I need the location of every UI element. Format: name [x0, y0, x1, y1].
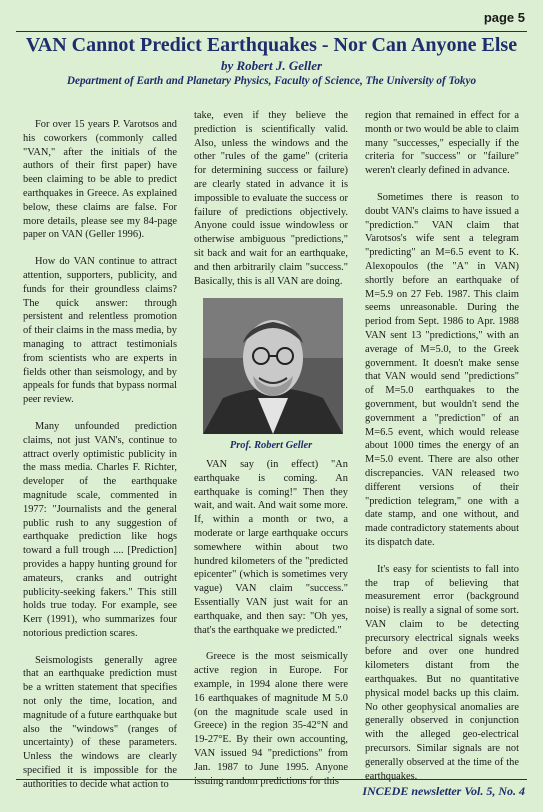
column-2-bottom: [194, 458, 348, 801]
column-3: [365, 109, 519, 796]
column-1: [23, 118, 177, 805]
paragraph: VAN say (in effect) "An earthquake is coming. An earthquake is coming!" Then they wait, and wait. And wait some more. If, within a month or two, a moderate or large earthquake occurs somewhere within about two hundred kilometers of the "predicted epicenter" (which is sometimes very vague) VAN claim "success." Essentially VAN just wait for an earthquake, and then say: "Oh yes, that's the earthquake we predicted.": [194, 459, 348, 636]
paragraph: How do VAN continue to attract attention, supporters, publicity, and funds for their groundless claims? The quick answer: through persistent and relentless promotion of their claims in the mass media, by managing to attract testimonials from scientists who are experts in fields other than seismology, and by appeals for funds that bypass normal peer review.: [23, 256, 177, 406]
article-byline: by Robert J. Geller: [220, 58, 323, 73]
newsletter-footer: INCEDE newsletter Vol. 5, No. 4: [362, 784, 525, 798]
paragraph: Many unfounded prediction claims, not just VAN's, continue to attract overly optimistic publicity in the mass media. Charles F. Richter, developer of the earthquake magnitude scale, commented in 1977: "Journalists and the general public rush to any suggestion of earthquake prediction like hogs toward a full trough .... [Prediction] provides a happy hunting ground for amateurs, cranks and outright publicity-seeking fakers." This still holds true today. For example, see Kerr (1991), who summarizes four notorious prediction scares.: [23, 420, 177, 639]
paragraph: It's easy for scientists to fall into the trap of believing that measurement error (background noise) is really a signal of some sort. VAN claim to be detecting precursory electrical signals weeks before and over one hundred kilometers distant from the earthquakes. But no quantitative physical model backs up this claim. No other geophysical anomalies are generally observed in conjunction with the alleged geo-electrical precursors. Similar signals are not generally observed at the time of the earthquakes.: [365, 563, 519, 782]
paragraph: Seismologists generally agree that an earthquake prediction must be a written statement that specifies not only the time, location, and magnitude of a future earthquake but also the "windows" (ranges of uncertainty) of these parameters. Unless the windows are clearly specified it is impossible for the authorities to decide what action to: [23, 654, 177, 790]
paragraph: region that remained in effect for a month or two would be able to claim many "successes," especially if the criteria for "success" or "failure" weren't clearly defined in advance.: [365, 110, 519, 177]
photo-caption: Prof. Robert Geller: [229, 440, 313, 451]
paragraph: For over 15 years P. Varotsos and his coworkers (commonly called "VAN," after the initials of the authors of their first paper) have been claiming to be able to predict earthquakes in Greece. As explained below, these claims are false. For more details, please see my 84-page paper on VAN (Geller 1996).: [23, 119, 177, 241]
author-affiliation: Department of Earth and Planetary Physics, Faculty of Science, The University of Tokyo: [66, 75, 477, 87]
paragraph: Greece is the most seismically active region in Europe. For example, in 1994 alone there were 16 earthquakes of magnitude M 5.0 (on the magnitude scale used in Greece) in the region 35-42°N and 19-27°E. By their own accounting, VAN issued 94 "predictions" from Jan. 1987 to June 1995. Anyone issuing random predictions for this: [194, 651, 348, 787]
paragraph: Sometimes there is reason to doubt VAN's claims to have issued a "prediction." VAN claim that Varotsos's wife sent a telegram "predicting" an M=6.5 event to K. Alexopoulos (the "A" in VAN) shortly before an earthquake of M=5.9 on 27 Feb. 1987. This claim seems unreasonable. During the period from Sept. 1986 to Apr. 1988 VAN sent 13 "predictions," with an average of M=5.0, to the Greek government. It doesn't make sense that VAN would send "predictions" of M=5.0 earthquakes to the government, but wouldn't send the government a "prediction" of an M=6.5 event, which would release about 1000 times the energy of an M=5.0 event. There are also other discrepancies. VAN released two different versions of their "prediction telegram," one with a date stamp, and one without, and made contradictory statements about its dispatch date.: [365, 191, 519, 548]
article-title: VAN Cannot Predict Earthquakes - Nor Can Anyone Else: [25, 34, 518, 56]
column-2-top: [194, 109, 348, 301]
footer-rule: [16, 779, 527, 780]
author-portrait-image: [203, 298, 343, 434]
author-photo: [203, 298, 343, 434]
page-number: page 5: [483, 10, 525, 25]
header-rule: [16, 31, 527, 32]
paragraph: take, even if they believe the prediction is scientifically valid. Also, unless the windows and the other "rules of the game" (criteria for determining success or failure) are clearly stated in advance it is impossible to evaluate the success or failure of predictions objectively. Anyone could issue windowless or otherwise ambiguous "predictions," sit back and wait for an earthquake, and then arbitrarily claim "success." Basically, this is all VAN are doing.: [194, 110, 348, 287]
